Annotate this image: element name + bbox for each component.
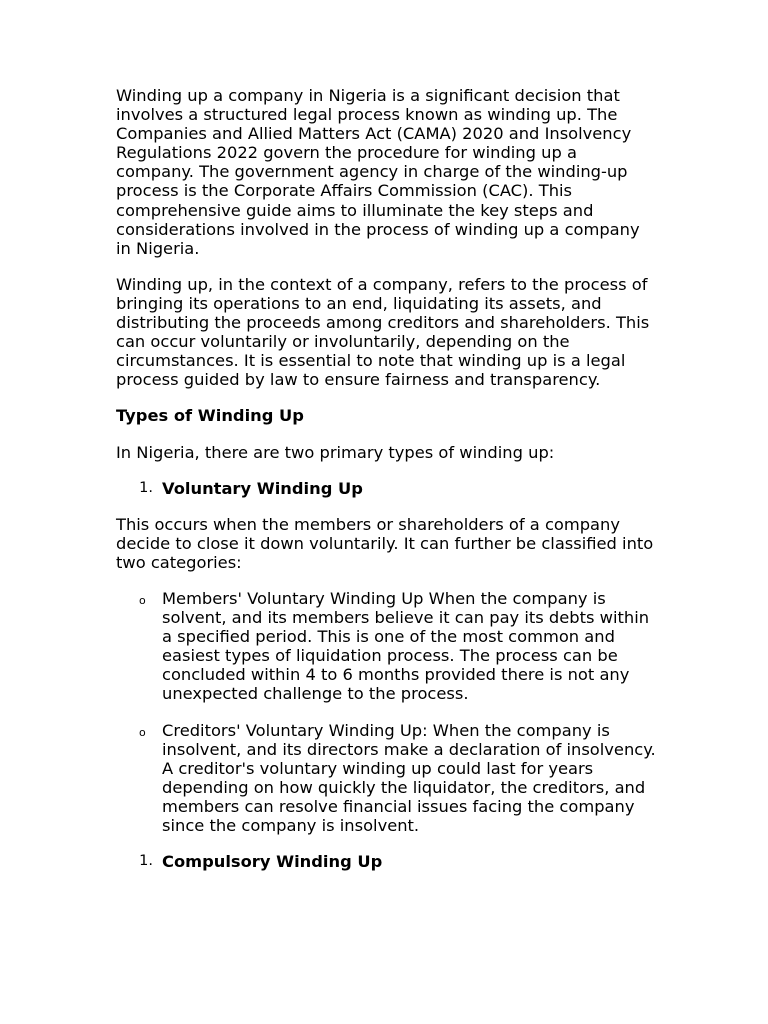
bullet-text: Members' Voluntary Winding Up When the company is solvent, and its members believe it can pay its debts within a specified period. This is one of the most common and easiest types of liquidation process. The process can be concluded within 4 to 6 months provided there is not any unexpected challenge to the process. — [162, 588, 650, 704]
types-intro-paragraph: In Nigeria, there are two primary types of winding up: — [116, 442, 555, 462]
voluntary-description-paragraph: This occurs when the members or shareholders of a company decide to close it down voluntarily. It can further be classified into two categories: — [116, 514, 654, 572]
definition-paragraph: Winding up, in the context of a company, refers to the process of bringing its operations to an end, liquidating its assets, and distributing the proceeds among creditors and shareholders. This can occur voluntarily or involuntarily, depending on the circumstances. It is essential to note that winding up is a legal process guided by law to ensure fairness and transparency. — [116, 274, 650, 390]
intro-paragraph: Winding up a company in Nigeria is a significant decision that involves a structured legal process known as winding up. The Companies and Allied Matters Act (CAMA) 2020 and Insolvency Regulations 2022 govern the procedure for winding up a company. The government agency in charge of the winding-up process is the Corporate Affairs Commission (CAC). This comprehensive guide aims to illuminate the key steps and considerations involved in the process of winding up a company in Nigeria. — [116, 86, 640, 258]
list-number: 1. — [139, 853, 153, 870]
list-number: 1. — [139, 479, 153, 496]
numbered-item-title: Voluntary Winding Up — [162, 478, 363, 498]
numbered-item-voluntary — [116, 479, 656, 498]
bullet-marker: o — [139, 725, 146, 739]
bullet-item-members-voluntary — [116, 589, 656, 704]
numbered-item-title: Compulsory Winding Up — [162, 852, 383, 872]
bullet-marker: o — [139, 593, 146, 607]
bullet-text: Creditors' Voluntary Winding Up: When the company is insolvent, and its directors make a declaration of insolvency. A creditor's voluntary winding up could last for years depending on how quickly the liquidator, the creditors, and members can resolve financial issues facing the company since the company is insolvent. — [162, 720, 656, 835]
types-heading: Types of Winding Up — [116, 406, 304, 426]
numbered-item-compulsory — [116, 852, 656, 871]
document-page — [116, 86, 656, 888]
bullet-item-creditors-voluntary — [116, 721, 656, 836]
